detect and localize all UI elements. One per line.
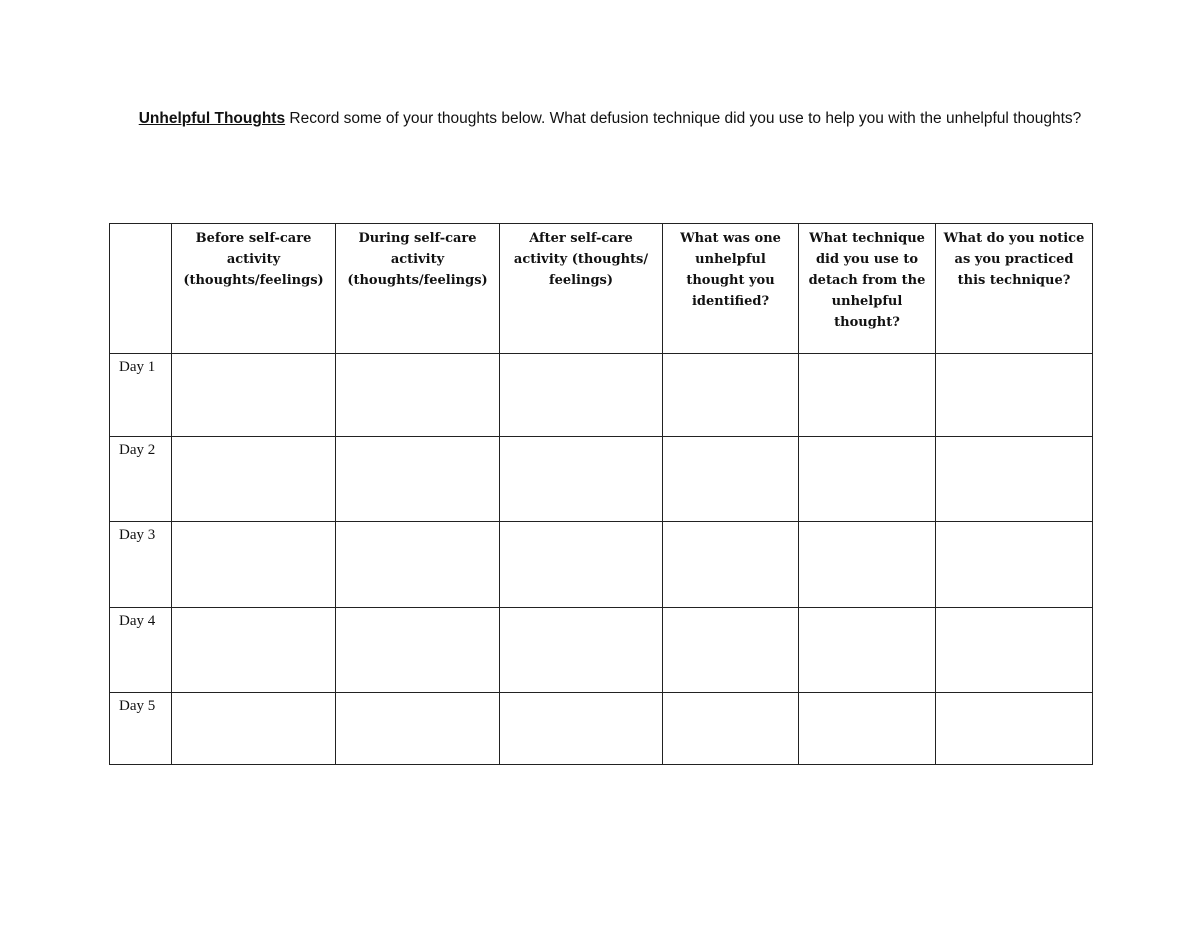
column-header-after: After self-care activity (thoughts/ feelings) (500, 224, 663, 354)
table-cell[interactable] (799, 522, 936, 608)
table-cell[interactable] (336, 522, 500, 608)
table-row (110, 608, 1093, 693)
row-label: Day 2 (110, 437, 172, 522)
table-cell[interactable] (336, 608, 500, 693)
table-cell[interactable] (172, 608, 336, 693)
worksheet-heading (130, 108, 1090, 129)
worksheet-instructions: Record some of your thoughts below. What defusion technique did you use to help you with the unhelpful thoughts? (285, 110, 1082, 127)
table-cell[interactable] (936, 522, 1093, 608)
table-row (110, 437, 1093, 522)
row-label: Day 1 (110, 354, 172, 437)
table-cell[interactable] (663, 608, 799, 693)
table-cell[interactable] (172, 693, 336, 765)
table-cell[interactable] (336, 437, 500, 522)
column-header-unhelpful-thought: What was one unhelpful thought you identified? (663, 224, 799, 354)
table-cell[interactable] (336, 354, 500, 437)
table-row (110, 693, 1093, 765)
worksheet-title: Unhelpful Thoughts (138, 110, 286, 127)
table-cell[interactable] (799, 354, 936, 437)
table-row (110, 522, 1093, 608)
column-header-notice: What do you notice as you practiced this technique? (936, 224, 1093, 354)
table-cell[interactable] (799, 437, 936, 522)
table-cell[interactable] (500, 437, 663, 522)
table-cell[interactable] (172, 522, 336, 608)
row-label: Day 5 (110, 693, 172, 765)
column-header-before: Before self-care activity (thoughts/feelings) (172, 224, 336, 354)
corner-cell (110, 224, 172, 354)
table-cell[interactable] (663, 354, 799, 437)
table-row (110, 354, 1093, 437)
table-cell[interactable] (799, 693, 936, 765)
table-cell[interactable] (500, 354, 663, 437)
table-cell[interactable] (663, 522, 799, 608)
thoughts-log-table (109, 223, 1093, 765)
table-cell[interactable] (663, 693, 799, 765)
table-cell[interactable] (936, 354, 1093, 437)
table-cell[interactable] (172, 354, 336, 437)
table-cell[interactable] (936, 608, 1093, 693)
column-header-during: During self-care activity (thoughts/feelings) (336, 224, 500, 354)
column-header-technique: What technique did you use to detach from the unhelpful thought? (799, 224, 936, 354)
table-header-row (110, 224, 1093, 354)
table-cell[interactable] (936, 693, 1093, 765)
table-cell[interactable] (172, 437, 336, 522)
table-cell[interactable] (936, 437, 1093, 522)
table-cell[interactable] (500, 522, 663, 608)
table-cell[interactable] (336, 693, 500, 765)
table-cell[interactable] (500, 693, 663, 765)
table-cell[interactable] (500, 608, 663, 693)
row-label: Day 4 (110, 608, 172, 693)
table-cell[interactable] (799, 608, 936, 693)
table-cell[interactable] (663, 437, 799, 522)
row-label: Day 3 (110, 522, 172, 608)
